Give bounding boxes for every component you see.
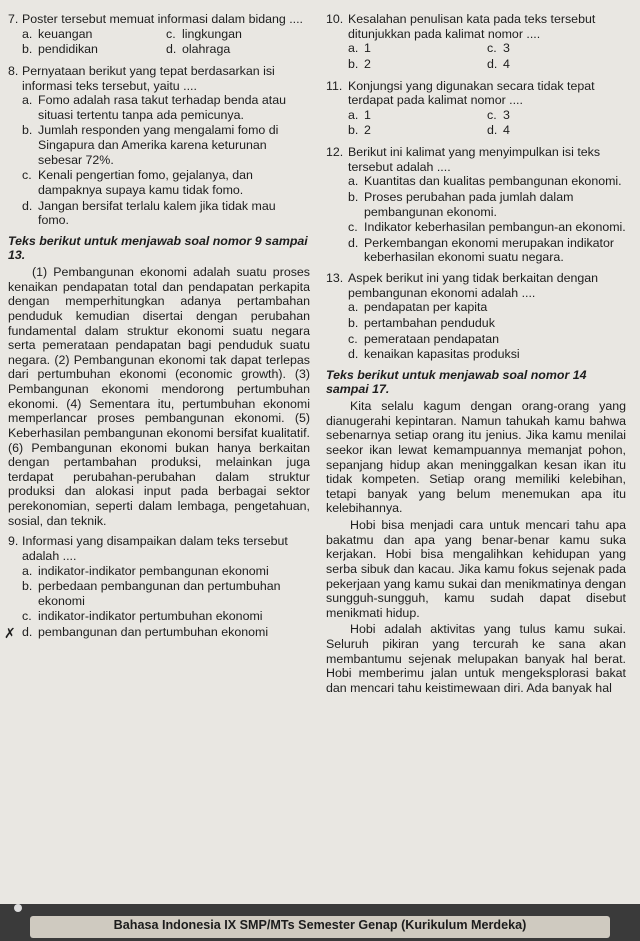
question-number: 8. <box>8 63 19 78</box>
option-c[interactable]: c. 3 <box>487 107 510 122</box>
question-13 <box>326 271 626 362</box>
question-text: Konjungsi yang digunakan secara tidak tepat terdapat pada kalimat nomor .... <box>348 78 595 108</box>
option-d[interactable]: d. olahraga <box>166 42 231 57</box>
question-8 <box>8 64 310 228</box>
option-c[interactable]: c. pemerataan pendapatan <box>348 331 500 346</box>
footer-title: Bahasa Indonesia IX SMP/MTs Semester Genap (Kurikulum Merdeka) <box>113 918 527 932</box>
option-c[interactable]: c. 3 <box>487 41 510 56</box>
option-d[interactable]: ✗ d. pembangunan dan pertumbuhan ekonomi <box>4 625 269 641</box>
option-b[interactable]: b. 2 <box>348 123 371 138</box>
option-a[interactable]: a. pendapatan per kapita <box>348 300 488 315</box>
passage-text <box>8 265 310 528</box>
option-d[interactable]: d. Perkembangan ekonomi merupakan indikator keberhasilan ekonomi suatu negara. <box>348 235 615 265</box>
option-d[interactable]: d. Jangan bersifat terlalu kalem jika tidak mau fomo. <box>22 198 276 228</box>
check-mark-icon: ✗ <box>4 625 16 641</box>
option-b[interactable]: b. pendidikan <box>22 42 98 57</box>
question-number: 9. <box>8 534 19 549</box>
option-d[interactable]: d. 4 <box>487 123 510 138</box>
bullet-icon <box>14 904 22 912</box>
question-12 <box>326 145 626 265</box>
question-number: 11. <box>326 78 343 93</box>
option-c[interactable]: c. indikator-indikator pertumbuhan ekonomi <box>22 609 263 624</box>
question-11 <box>326 79 626 140</box>
question-number: 10. <box>326 12 344 26</box>
question-7 <box>8 12 310 58</box>
option-d[interactable]: d. 4 <box>487 56 510 71</box>
question-text: Berikut ini kalimat yang menyimpulkan isi teks tersebut adalah .... <box>348 145 601 174</box>
right-column <box>326 12 626 702</box>
question-text: Kesalahan penulisan kata pada teks tersebut ditunjukkan pada kalimat nomor .... <box>348 12 596 41</box>
section-title: Teks berikut untuk menjawab soal nomor 9 sampai 13. <box>8 233 308 263</box>
option-c[interactable]: c. Kenali pengertian fomo, gejalanya, dan dampaknya supaya kamu tidak fomo. <box>22 168 253 197</box>
question-text: Informasi yang disampaikan dalam teks tersebut adalah .... <box>22 534 288 563</box>
option-c[interactable]: c. lingkungan <box>166 26 242 41</box>
option-b[interactable]: b. 2 <box>348 56 371 71</box>
option-a[interactable]: a. 1 <box>348 107 371 122</box>
question-9 <box>4 534 310 641</box>
option-b[interactable]: b. perbedaan pembangunan dan pertumbuhan ekonomi <box>22 579 281 608</box>
option-d[interactable]: d. kenaikan kapasitas produksi <box>348 347 520 362</box>
question-10 <box>326 12 626 73</box>
question-text: Poster tersebut memuat informasi dalam bidang .... <box>22 12 303 26</box>
question-number: 12. <box>326 145 344 159</box>
passage-paragraph: Kita selalu kagum dengan orang-orang yang dianugerahi kepintaran. Namun tahukah kamu bahwa sebenarnya setiap orang itu jenius. Jika kamu menilai seekor ikan lewat kemampuannya memanjat pohon, sepanjang hidup akan meninggalkan kesan ikan itu tidak kompeten. Setiap orang memiliki kelebihan, tetapi banyak yang belum menemukan apa itu kelebihannya. <box>326 399 626 516</box>
option-a[interactable]: a. 1 <box>348 41 371 56</box>
option-b[interactable]: b. pertambahan penduduk <box>348 315 495 330</box>
question-number: 13. <box>326 271 344 285</box>
passage-paragraph: Hobi bisa menjadi cara untuk mencari tahu apa bakatmu dan apa yang benar-benar kamu suka kerjakan. Hobi bisa mengalihkan kehidupan yang serba sibuk dan kacau. Jika kamu fokus sejenak pada pekerjaan yang kamu sukai dan menikmatinya dengan sungguh-sungguh, kamu sudah dapat disebut menikmati hidup. <box>326 518 626 620</box>
left-column <box>4 12 310 646</box>
section-title: Teks berikut untuk menjawab soal nomor 14 sampai 17. <box>326 367 587 397</box>
option-c[interactable]: c. Indikator keberhasilan pembangun-an ekonomi. <box>348 220 626 235</box>
option-a[interactable]: a. Fomo adalah rasa takut terhadap benda atau situasi tertentu tanpa ada pemicunya. <box>22 93 286 122</box>
passage-text <box>326 399 626 696</box>
option-a[interactable]: a. indikator-indikator pembangunan ekonomi <box>22 563 269 578</box>
question-number: 7. <box>8 12 19 26</box>
passage-paragraph: (1) Pembangunan ekonomi adalah suatu proses kenaikan pendapatan total dan pendapatan perkapita dengan memperhitungkan adanya pertambahan penduduk kemudian disertai dengan perubahan fundamental dalam struktur ekonomi suatu negara serta pemerataan pendapatan bagi penduduk suatu negara. (2) Pembangunan ekonomi tak dapat terlepas dari pertumbuhan ekonomi (economic growth). (3) Pembangunan ekonomi mendorong pertumbuhan ekonomi. (4) Sementara itu, pertumbuhan ekonomi memperlancar proses pembangunan ekonomi. (5) Keberhasilan pembangunan ekonomi bersifat kualitatif. (6) Pembangunan ekonomi bukan hanya berkaitan dengan pertambahan produksi, melainkan juga terdapat perubahan-perubahan dalam struktur produksi dan alokasi input pada berbagai sektor perekonomian, seperti dalam lembaga, pengetahuan, sosial, dan teknik. <box>8 265 310 528</box>
question-text: Aspek berikut ini yang tidak berkaitan dengan pembangunan ekonomi adalah .... <box>348 271 599 300</box>
option-b[interactable]: b. Proses perubahan pada jumlah dalam pembangunan ekonomi. <box>348 189 574 219</box>
option-a[interactable]: a. Kuantitas dan kualitas pembangunan ekonomi. <box>348 174 622 189</box>
question-text: Pernyataan berikut yang tepat berdasarkan isi informasi teks tersebut, yaitu .... <box>22 63 275 93</box>
option-a[interactable]: a. keuangan <box>22 26 93 41</box>
option-b[interactable]: b. Jumlah responden yang mengalami fomo di Singapura dan Amerika karena keturunan sebesar 72%. <box>22 123 279 167</box>
passage-paragraph: Hobi adalah aktivitas yang tulus kamu sukai. Seluruh pikiran yang tercurah ke sana akan membantumu sejenak melupakan banyak hal berat. Hobi memberimu jalan untuk mengeksplorasi bakat dan mencari tahu keistimewaan diri. Ada banyak hal <box>326 622 626 695</box>
